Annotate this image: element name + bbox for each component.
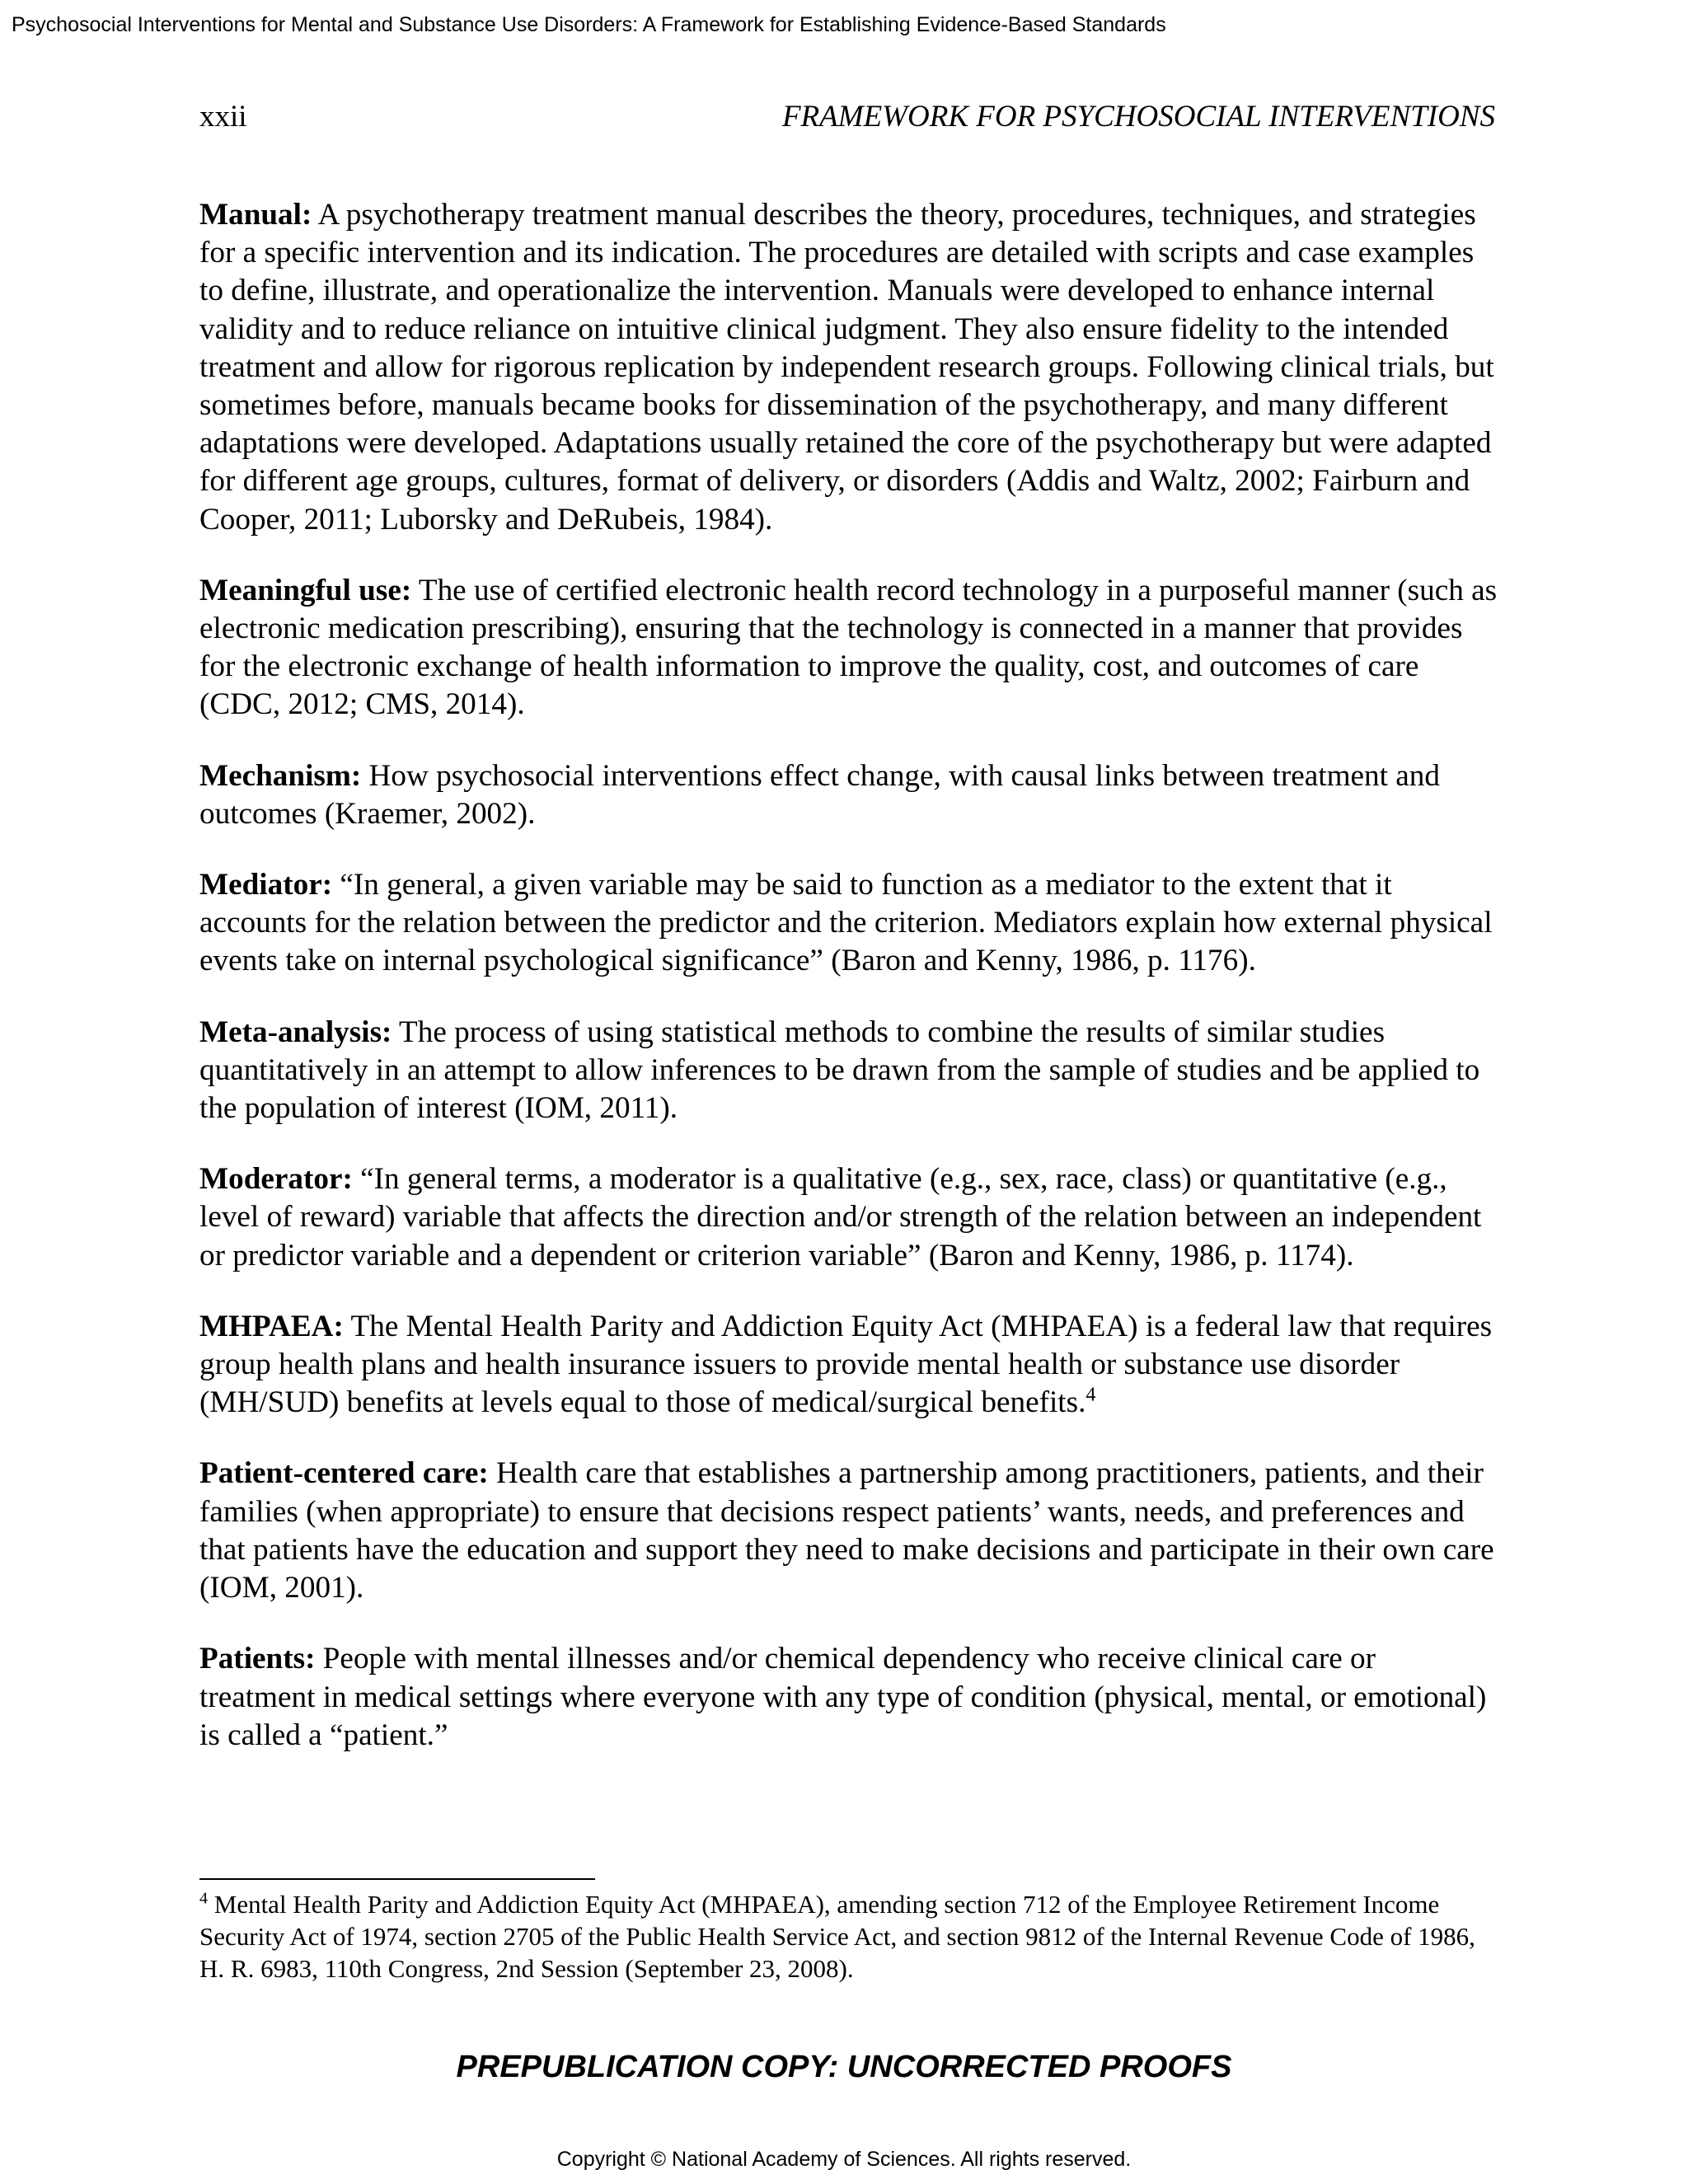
glossary-term: Mediator: [199, 868, 333, 902]
glossary-definition: The use of certified electronic health record technology in a purposeful manner (such as electronic medication prescribing), ensuring that the technology is connected in a manner that provides for the electronic exchange of health information to improve the quality, cost, and outcomes of care (CDC, 2012; CMS, 2014). [199, 573, 1498, 722]
glossary-entry-meaningful-use [199, 572, 1498, 724]
glossary-entry-mechanism [199, 757, 1498, 833]
copyright-notice: Copyright © National Academy of Sciences. All rights reserved. [556, 2148, 1132, 2171]
glossary-term: Meaningful use: [199, 573, 412, 607]
glossary-definition: “In general terms, a moderator is a qualitative (e.g., sex, race, class) or quantitative (e.g., level of reward) variable that affects the direction and/or strength of the relation between an independent or predictor variable and a dependent or criterion variable” (Baron and Kenny, 1986, p. 1174). [199, 1162, 1482, 1272]
glossary-term: MHPAEA: [199, 1309, 344, 1343]
glossary-body [199, 196, 1498, 1788]
glossary-definition: How psychosocial interventions effect change, with causal links between treatment and outcomes (Kraemer, 2002). [199, 758, 1440, 831]
glossary-entry-patient-centered-care [199, 1455, 1498, 1607]
glossary-entry-mhpaea [199, 1308, 1498, 1422]
footnote [199, 1888, 1498, 1985]
glossary-definition: A psychotherapy treatment manual describes the theory, procedures, techniques, and strategies for a specific intervention and its indication. The procedures are detailed with scripts and case examples to define, illustrate, and operationalize the intervention. Manuals were developed to enhance internal validity and to reduce reliance on intuitive clinical judgment. They also ensure fidelity to the intended treatment and allow for rigorous replication by independent research groups. Following clinical trials, but sometimes before, manuals became books for dissemination of the psychotherapy, and many different adaptations were developed. Adaptations usually retained the core of the psychotherapy but were adapted for different age groups, cultures, format of delivery, or disorders (Addis and Waltz, 2002; Fairburn and Cooper, 2011; Luborsky and DeRubeis, 1984). [199, 198, 1494, 537]
glossary-term: Patients: [199, 1642, 316, 1676]
glossary-term: Mechanism: [199, 758, 362, 793]
running-title: FRAMEWORK FOR PSYCHOSOCIAL INTERVENTIONS [781, 100, 1495, 134]
glossary-definition: The Mental Health Parity and Addiction Equity Act (MHPAEA) is a federal law that requires group health plans and health insurance issuers to provide mental health or substance use disorder (MH/SUD) benefits at levels equal to those of medical/surgical benefits. [199, 1309, 1493, 1420]
glossary-entry-meta-analysis [199, 1014, 1498, 1128]
prepublication-notice: PREPUBLICATION COPY: UNCORRECTED PROOFS [456, 2050, 1232, 2084]
glossary-term: Manual: [199, 198, 312, 232]
footnote-text: Mental Health Parity and Addiction Equity Act (MHPAEA), amending section 712 of the Employee Retirement Income Security Act of 1974, section 2705 of the Public Health Service Act, and section 9812 of the Internal Revenue Code of 1986, H. R. 6983, 110th Congress, 2nd Session (September 23, 2008). [199, 1890, 1475, 1983]
glossary-definition: Health care that establishes a partnership among practitioners, patients, and their families (when appropriate) to ensure that decisions respect patients’ wants, needs, and preferences and that patients have the education and support they need to make decisions and participate in their own care (IOM, 2001). [199, 1456, 1494, 1605]
glossary-term: Moderator: [199, 1162, 353, 1197]
glossary-entry-moderator [199, 1160, 1498, 1275]
glossary-entry-manual [199, 196, 1498, 539]
glossary-definition: People with mental illnesses and/or chemical dependency who receive clinical care or treatment in medical settings where everyone with any type of condition (physical, mental, or emotional) is called a “patient.” [199, 1642, 1487, 1752]
glossary-entry-patients [199, 1640, 1498, 1755]
glossary-definition: The process of using statistical methods to combine the results of similar studies quantitatively in an attempt to allow inferences to be drawn from the sample of studies and be applied to the population of interest (IOM, 2011). [199, 1015, 1480, 1126]
glossary-term: Meta-analysis: [199, 1015, 392, 1049]
page-number: xxii [199, 100, 247, 134]
footnote-reference[interactable]: 4 [1085, 1384, 1096, 1406]
glossary-definition: “In general, a given variable may be said to function as a mediator to the extent that it accounts for the relation between the predictor and the criterion. Mediators explain how external physical events take on internal psychological significance” (Baron and Kenny, 1986, p. 1176). [199, 868, 1493, 978]
footnote-mark: 4 [199, 1889, 208, 1908]
glossary-entry-mediator [199, 866, 1498, 981]
glossary-term: Patient-centered care: [199, 1456, 489, 1491]
book-title-header: Psychosocial Interventions for Mental and Substance Use Disorders: A Framework for Establishing Evidence-Based Standards [12, 13, 1166, 36]
footnote-divider [199, 1878, 595, 1880]
